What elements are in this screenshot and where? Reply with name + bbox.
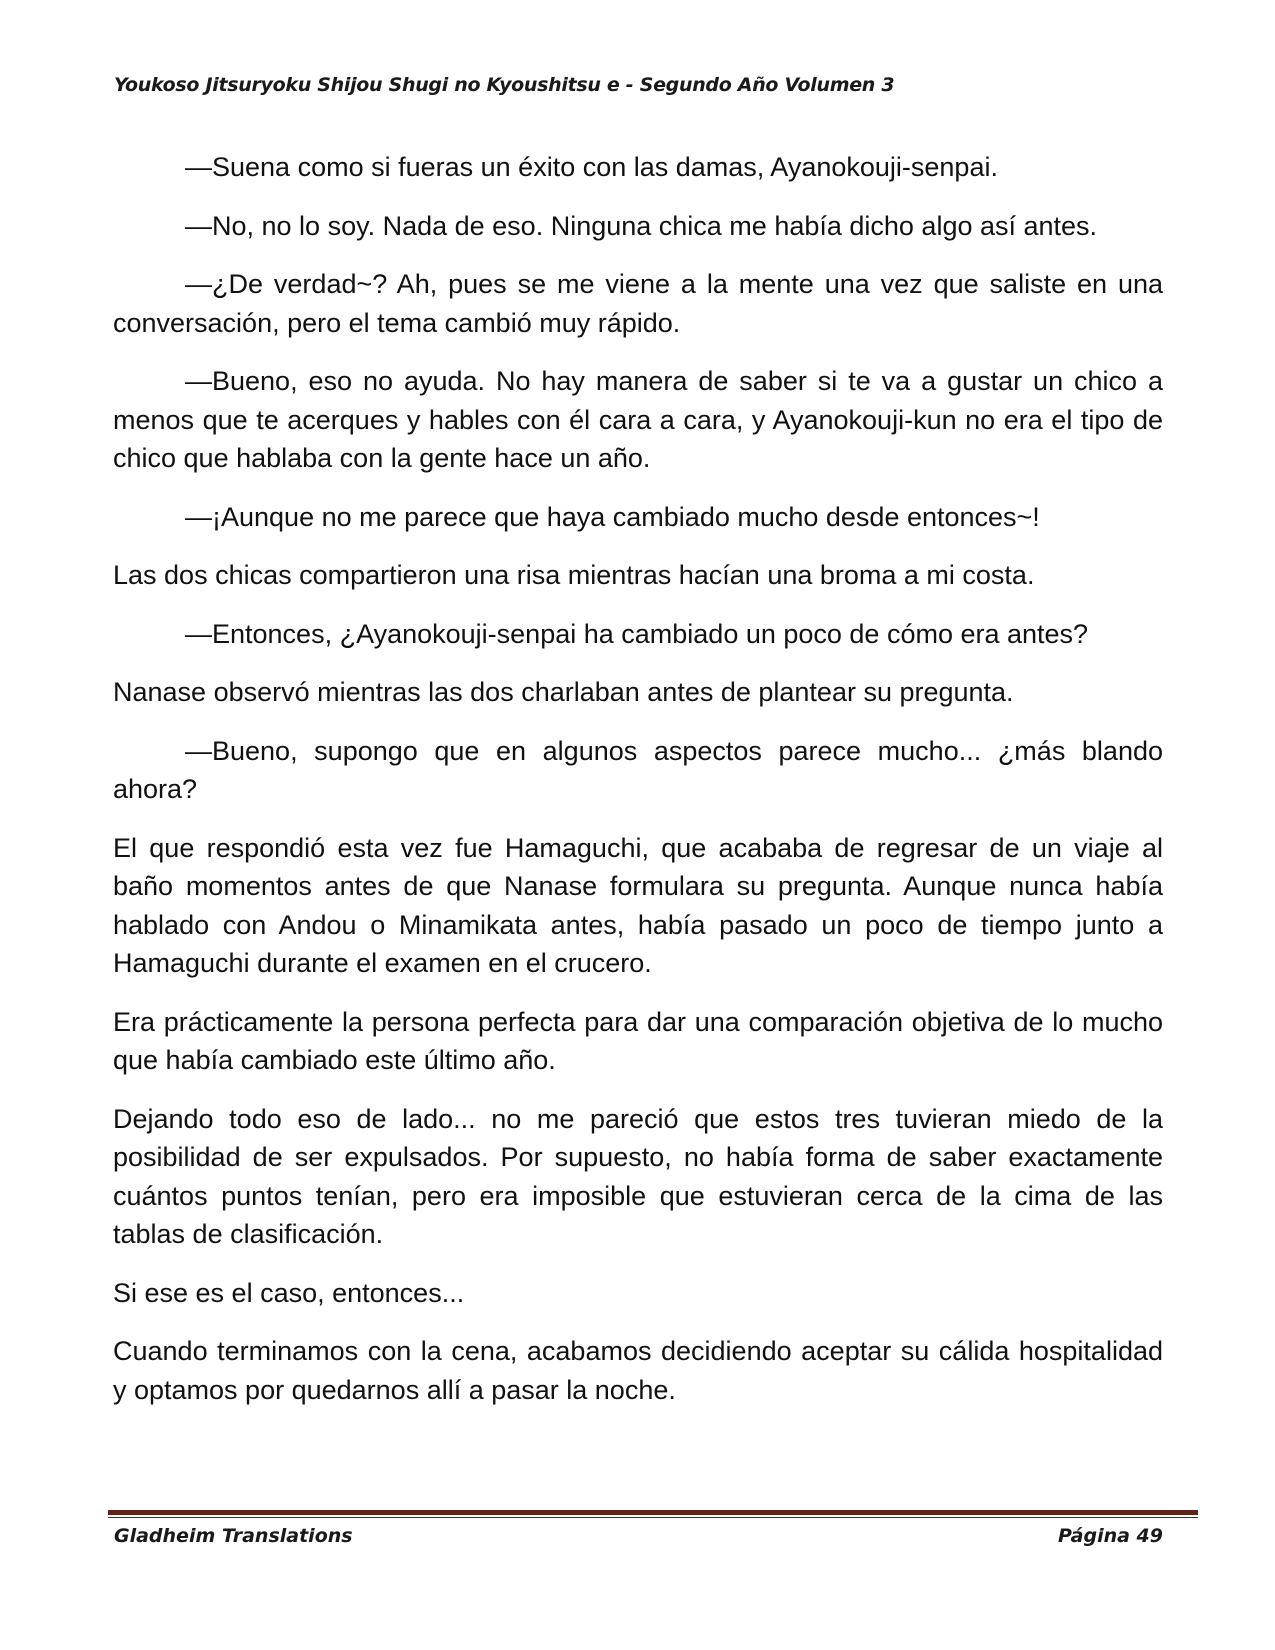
paragraph: El que respondió esta vez fue Hamaguchi, que acababa de regresar de un viaje al baño momentos antes de que Nanase formulara su pregunta. Aunque nunca había hablado con Andou o Minamikata antes, había pasado un poco de tiempo junto a Hamaguchi durante el examen en el crucero. [113, 832, 1163, 978]
paragraph: —Entonces, ¿Ayanokouji-senpai ha cambiado un poco de cómo era antes? [185, 618, 1089, 649]
paragraph: —¿De verdad~? Ah, pues se me viene a la mente una vez que saliste en una conversación, pero el tema cambió muy rápido. [113, 269, 1163, 338]
paragraph: Dejando todo eso de lado... no me pareció que estos tres tuvieran miedo de la posibilidad de ser expulsados. Por supuesto, no había forma de saber exactamente cuántos puntos tenían, pero era imposible que estuvieran cerca de la cima de las tablas de clasificación. [113, 1103, 1163, 1249]
footer-publisher: Gladheim Translations [114, 1525, 353, 1547]
page-body [113, 148, 1163, 1429]
paragraph: —Suena como si fueras un éxito con las damas, Ayanokouji-senpai. [185, 152, 998, 182]
footer-divider [108, 1510, 1198, 1518]
paragraph: —Bueno, supongo que en algunos aspectos parece mucho... ¿más blando ahora? [113, 735, 1163, 804]
footer-page-number: Página 49 [1057, 1525, 1163, 1547]
paragraph: Si ese es el caso, entonces... [113, 1277, 465, 1308]
paragraph: Nanase observó mientras las dos charlaban antes de plantear su pregunta. [113, 677, 1014, 707]
paragraph: Era prácticamente la persona perfecta para dar una comparación objetiva de lo mucho que había cambiado este último año. [113, 1006, 1163, 1075]
footer-divider-thin [108, 1517, 1198, 1518]
paragraph: Las dos chicas compartieron una risa mientras hacían una broma a mi costa. [113, 560, 1035, 590]
paragraph: —No, no lo soy. Nada de eso. Ninguna chica me había dicho algo así antes. [185, 210, 1098, 241]
running-header-title: Youkoso Jitsuryoku Shijou Shugi no Kyoushitsu e - Segundo Año Volumen 3 [114, 74, 895, 96]
paragraph: Cuando terminamos con la cena, acabamos decidiendo aceptar su cálida hospitalidad y optamos por quedarnos allí a pasar la noche. [113, 1336, 1163, 1405]
paragraph: —Bueno, eso no ayuda. No hay manera de saber si te va a gustar un chico a menos que te acerques y hables con él cara a cara, y Ayanokouji-kun no era el tipo de chico que hablaba con la gente hace un año. [113, 366, 1163, 473]
footer-divider-thick [108, 1510, 1198, 1515]
paragraph: —¡Aunque no me parece que haya cambiado mucho desde entonces~! [185, 501, 1040, 532]
